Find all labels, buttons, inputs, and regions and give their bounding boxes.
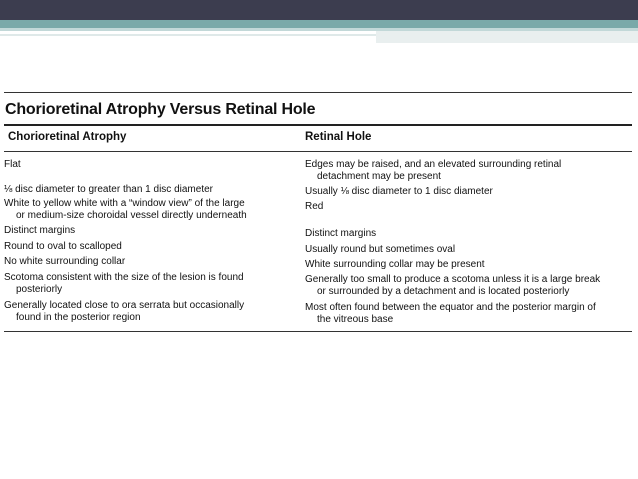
table-cell-hole: Generally too small to produce a scotoma unless it is a large break or surrounded by a detachment and is located posteriorly bbox=[305, 274, 601, 297]
table-cell-atrophy: Flat bbox=[4, 159, 21, 170]
table-top-rule bbox=[4, 92, 632, 93]
table-cell-hole: Edges may be raised, and an elevated surrounding retinal detachment may be present bbox=[305, 159, 562, 182]
table-cell-atrophy: No white surrounding collar bbox=[4, 256, 126, 267]
table-cell-atrophy: White to yellow white with a “window view” of the large or medium-size choroidal vessel directly underneath bbox=[4, 198, 247, 221]
table-cell-atrophy: Scotoma consistent with the size of the lesion is found posteriorly bbox=[4, 272, 244, 295]
slide-header-bar bbox=[0, 0, 638, 20]
column-header-hole: Retinal Hole bbox=[305, 131, 372, 143]
table-cell-atrophy: ⅛ disc diameter to greater than 1 disc diameter bbox=[4, 184, 213, 195]
table-cell-hole: Usually round but sometimes oval bbox=[305, 244, 456, 255]
header-top-rule bbox=[4, 124, 632, 126]
table-cell-atrophy: Round to oval to scalloped bbox=[4, 241, 122, 252]
slide-accent-bar bbox=[0, 20, 638, 28]
table-cell-atrophy: Generally located close to ora serrata but occasionally found in the posterior region bbox=[4, 300, 245, 323]
table-cell-hole: Distinct margins bbox=[305, 228, 377, 239]
table-cell-hole: Most often found between the equator and the posterior margin of the vitreous base bbox=[305, 302, 596, 325]
column-header-atrophy: Chorioretinal Atrophy bbox=[8, 131, 127, 143]
table-cell-hole: Usually ⅛ disc diameter to 1 disc diameter bbox=[305, 186, 493, 197]
table-bottom-rule bbox=[4, 331, 632, 332]
table-cell-hole: Red bbox=[305, 201, 324, 212]
table-cell-atrophy: Distinct margins bbox=[4, 225, 76, 236]
slide-thin-bar bbox=[0, 34, 376, 36]
slide-light-bar bbox=[376, 31, 638, 43]
header-bottom-rule bbox=[4, 151, 632, 152]
table-cell-hole: White surrounding collar may be present bbox=[305, 259, 485, 270]
table-title: Chorioretinal Atrophy Versus Retinal Hole bbox=[5, 101, 316, 118]
